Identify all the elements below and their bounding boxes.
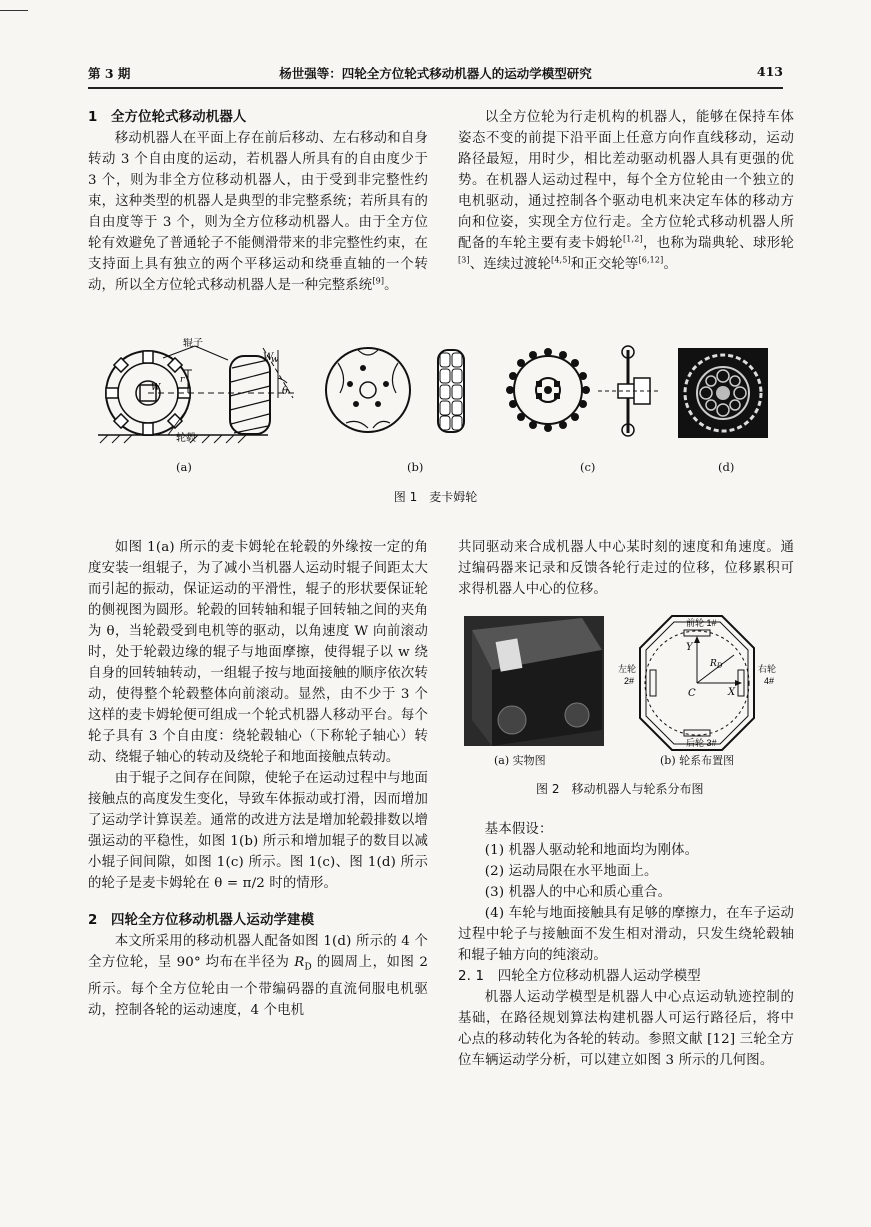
- label-front-wheel: 前轮 1#: [686, 618, 717, 628]
- label-rear-wheel: 后轮 3#: [686, 738, 717, 748]
- page-number: 413: [756, 64, 783, 79]
- citation: [9]: [372, 276, 385, 286]
- paragraph: [88, 931, 428, 1021]
- paragraph: 由于辊子之间存在间隙，使轮子在运动过程中与地面接触点的高度发生变化，导致车体振动或打滑，因而增加了运动学计算误差。通常的改进方法是增加轮毂排数以增强运动的平稳性，如图 1(b) 所示和增加辊子的数目以减小辊子间间隙，如图 1(c) 所示。图 1(c)、图 1(d) 所示的轮子是麦卡姆轮在 θ = π/2 时的情形。: [88, 771, 428, 891]
- figure1-drawing: [88, 338, 788, 508]
- fig1-sublabel-b: (b): [407, 460, 424, 474]
- figure2-caption: 图 2 移动机器人与轮系分布图: [536, 782, 704, 796]
- subsection21-title: 2. 1 四轮全方位移动机器人运动学模型: [458, 969, 701, 984]
- citation: [6,12]: [638, 255, 664, 265]
- label-r: r: [180, 375, 185, 385]
- label-w: w: [271, 355, 279, 365]
- assumption-4: (4) 车轮与地面接触具有足够的摩擦力，在车子运动过程中轮子与接触面不发生相对滑动，只发生绕轮毂轴和辊子轴方向的纯滚动。: [458, 906, 794, 963]
- fig2-sublabel-a: (a) 实物图: [494, 754, 546, 767]
- figure1-caption: 图 1 麦卡姆轮: [393, 490, 478, 504]
- paragraph: [88, 128, 428, 296]
- assumption-3: (3) 机器人的中心和质心重合。: [484, 885, 672, 900]
- figure1d-photo: [678, 348, 768, 438]
- label-Y: Y: [686, 642, 693, 653]
- paragraph-end: 。: [384, 278, 398, 293]
- label-right-wheel-num: 4#: [764, 676, 775, 686]
- running-header: [88, 64, 783, 86]
- label-RD: $R_D$: [710, 659, 723, 670]
- figure2a-photo: [464, 616, 604, 746]
- label-left-wheel: 左轮: [618, 664, 637, 674]
- assumption-2: (2) 运动局限在水平地面上。: [484, 864, 658, 879]
- citation: [1,2]: [623, 234, 643, 244]
- paragraph: 机器人运动学模型是机器人中心点运动轨迹控制的基础，在路径规划算法构建机器人可运行路径后，将中心点的移动转化为各轮的转动。参照文献 [12] 三轮全方位车辆运动学分析，可以建立如图 3 所示的几何图。: [458, 990, 794, 1068]
- figure2b-layout: [618, 616, 776, 750]
- paragraph-text: 移动机器人在平面上存在前后移动、左右移动和自身转动 3 个自由度的运动，若机器人所具有的自由度少于 3 个，则为非全方位移动机器人，由于受到非完整性约束，这种类型的机器人是典型的非完整系统；若所具有的自由度等于 3 个，则为全方位移动机器人。由于全方位轮有效避免了普通轮子不能侧滑带来的非完整性约束，在支持面上具有独立的两个平移运动和绕垂直轴的一个转动，所以全方位轮式移动机器人是一种完整系统: [88, 131, 428, 293]
- left-column-bottom: [88, 537, 428, 1021]
- paragraph-text: 的圆周上，如图 2 所示。每个全方位轮由一个带编码器的直流伺服电机驱动，控制各轮的运动速度，4 个电机: [88, 955, 428, 1018]
- right-column-bottom-a: [458, 537, 794, 600]
- fig1-sublabel-a: (a): [176, 460, 192, 474]
- citation: [4,5]: [551, 255, 571, 265]
- symbol-subscript: D: [304, 962, 312, 973]
- symbol-R: R: [294, 955, 305, 970]
- label-C: C: [688, 688, 696, 699]
- section1-title: 1 全方位轮式移动机器人: [88, 110, 247, 125]
- paragraph-text: 本文所采用的移动机器人配备如图 1(d) 所示的 4 个全方位轮，呈 90° 均布在半径为: [88, 934, 428, 970]
- label-W-a: W: [151, 383, 161, 393]
- issue-label: 第 3 期: [88, 66, 131, 81]
- label-W-side: W: [263, 352, 274, 363]
- label-X: X: [728, 687, 736, 698]
- label-left-wheel-num: 2#: [624, 676, 635, 686]
- label-roller: 辊子: [183, 338, 203, 349]
- label-hub: 轮毂: [176, 433, 196, 444]
- paragraph: 如图 1(a) 所示的麦卡姆轮在轮毂的外缘按一定的角度安装一组辊子，为了减小当机器人运动时辊子间距太大而引起的振动，保证运动的平滑性，辊子的形状要保证轮的侧视图为圆形。轮毂的回转轴和辊子回转轴之间的夹角为 θ，当轮毂受到电机等的驱动，以角速度 W 向前滚动时，处于轮毂边缘的辊子与地面摩擦，使得辊子以 w 绕自身的回转轴转动，一组辊子按与地面接触的顺序依次转动，使得整个轮毂整体向前滚动。显然，由不少于 3 个这样的麦卡姆轮便可组成一个轮式机器人移动平台。每个轮子具有 3 个自由度：绕轮毂轴心（下称轮子轴心）转动、绕辊子轴心的转动及绕轮子和地面接触点转动。: [88, 540, 428, 765]
- header-rule: [88, 87, 783, 89]
- assumptions-title: 基本假设：: [484, 822, 553, 837]
- figure1a-wheel: [98, 338, 298, 444]
- running-title: 杨世强等：四轮全方位轮式移动机器人的运动学模型研究: [279, 66, 592, 81]
- paragraph: 共同驱动来合成机器人中心某时刻的速度和角速度。通过编码器来记录和反馈各轮行走过的位移，位移累积可求得机器人中心的位移。: [458, 540, 794, 597]
- right-column-bottom-b: [458, 819, 794, 1071]
- fig1-sublabel-c: (c): [580, 460, 596, 474]
- paragraph-text: 以全方位轮为行走机构的机器人，能够在保持车体姿态不变的前提下沿平面上任意方向作直线移动，运动路径最短，用时少，相比差动驱动机器人具有更强的优势。在机器人运动过程中，每个全方位轮由一个独立的电机驱动，通过控制各个驱动电机来决定车体的移动方向和位姿，实现全方位行走。全方位轮式移动机器人所配备的车轮主要有麦卡姆轮: [458, 110, 794, 251]
- paragraph: [458, 107, 794, 275]
- assumption-1: (1) 机器人驱动轮和地面均为刚体。: [484, 843, 699, 858]
- label-theta: θ: [282, 386, 289, 397]
- paragraph-end: 。: [663, 257, 677, 272]
- right-column-top: [458, 107, 794, 275]
- paragraph-text: 、连续过渡轮: [469, 257, 552, 272]
- label-right-wheel: 右轮: [758, 664, 777, 674]
- fig1-sublabel-d: (d): [718, 460, 735, 474]
- fig2-sublabel-b: (b) 轮系布置图: [660, 754, 735, 767]
- left-column-top: [88, 107, 428, 296]
- figure1b-wheel: [326, 348, 464, 432]
- figure1c-wheel: [506, 346, 658, 436]
- section2-title: 2 四轮全方位移动机器人运动学建模: [88, 913, 315, 928]
- figure2-drawing: [462, 610, 792, 800]
- paragraph-text: ，也称为瑞典轮、球形轮: [642, 236, 794, 251]
- citation: [3]: [458, 255, 470, 265]
- paragraph-text: 和正交轮等: [570, 257, 639, 272]
- corner-mark: [0, 10, 28, 11]
